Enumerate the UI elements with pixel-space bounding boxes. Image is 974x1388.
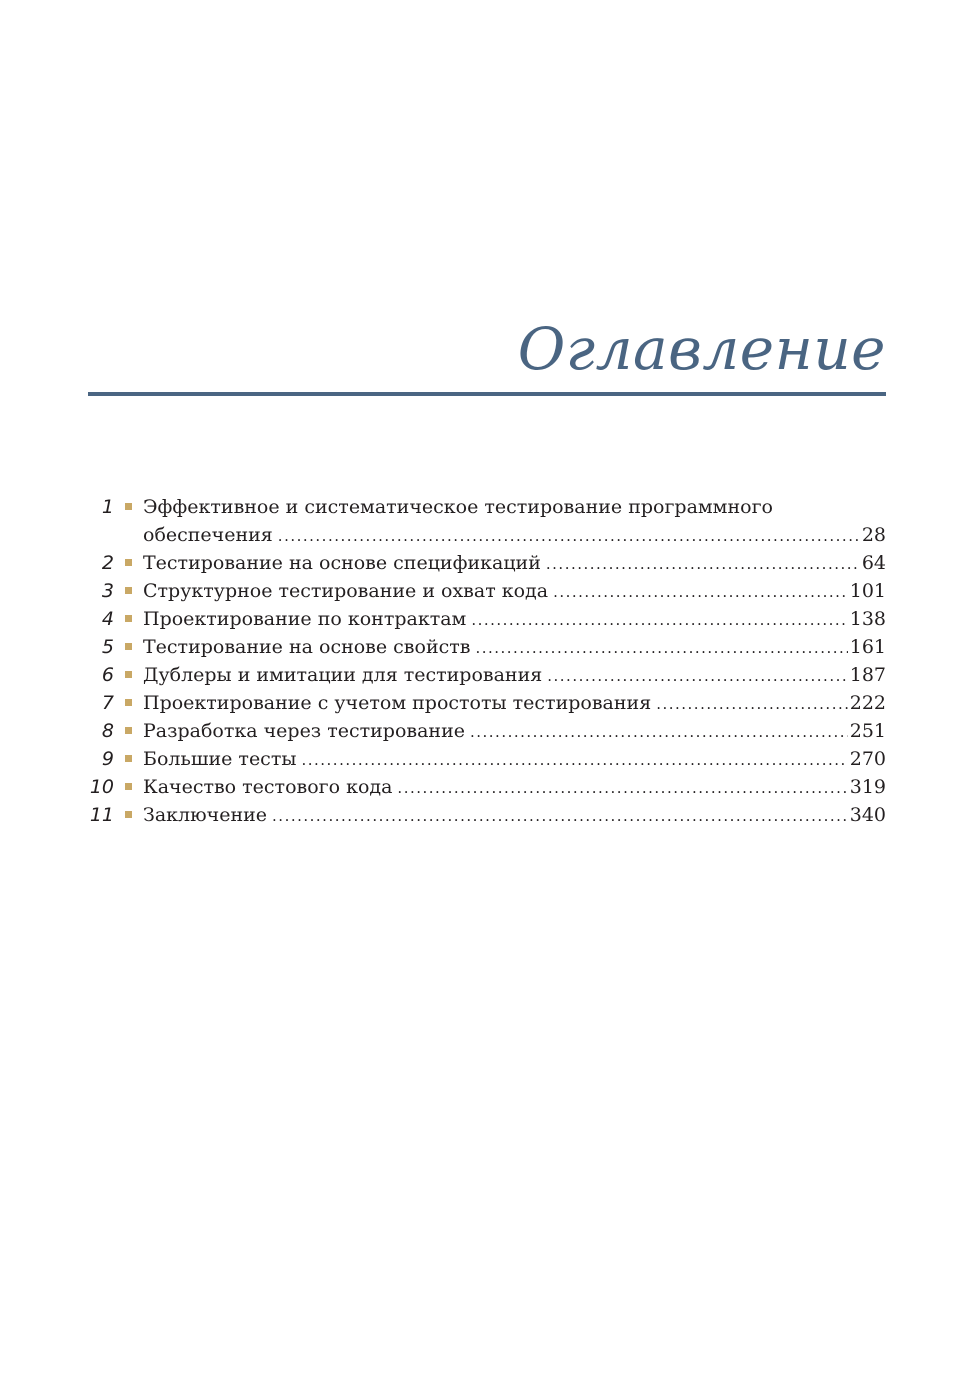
toc-entry[interactable] bbox=[88, 717, 886, 745]
chapter-number: 3 bbox=[101, 580, 114, 602]
page-number: 319 bbox=[849, 776, 886, 798]
dot-leader bbox=[272, 802, 848, 830]
bullet-icon bbox=[125, 587, 132, 594]
chapter-title: обеспечения bbox=[143, 524, 273, 546]
chapter-title: Проектирование по контрактам bbox=[143, 608, 467, 630]
chapter-number: 8 bbox=[101, 720, 114, 742]
bullet-icon bbox=[125, 699, 132, 706]
toc-entry[interactable] bbox=[88, 605, 886, 633]
bullet-icon bbox=[125, 643, 132, 650]
chapter-number: 2 bbox=[101, 552, 114, 574]
chapter-title: Структурное тестирование и охват кода bbox=[143, 580, 549, 602]
chapter-title: Заключение bbox=[143, 804, 268, 826]
toc-entry[interactable] bbox=[88, 493, 886, 549]
toc-entry[interactable] bbox=[88, 661, 886, 689]
chapter-title: Разработка через тестирование bbox=[143, 720, 465, 742]
page-number: 222 bbox=[849, 692, 886, 714]
table-of-contents bbox=[88, 493, 886, 829]
toc-entry[interactable] bbox=[88, 801, 886, 829]
chapter-number: 5 bbox=[101, 636, 114, 658]
page-title: Оглавление bbox=[517, 315, 886, 383]
chapter-number: 10 bbox=[89, 776, 114, 798]
chapter-number: 9 bbox=[101, 748, 114, 770]
bullet-icon bbox=[125, 727, 132, 734]
dot-leader bbox=[546, 550, 860, 578]
toc-entry[interactable] bbox=[88, 633, 886, 661]
page-number: 64 bbox=[861, 552, 886, 574]
chapter-number: 1 bbox=[101, 496, 114, 518]
toc-entry[interactable] bbox=[88, 549, 886, 577]
dot-leader bbox=[470, 718, 848, 746]
toc-entry[interactable] bbox=[88, 745, 886, 773]
page-number: 138 bbox=[849, 608, 886, 630]
bullet-icon bbox=[125, 755, 132, 762]
toc-entry[interactable] bbox=[88, 689, 886, 717]
toc-entry[interactable] bbox=[88, 577, 886, 605]
dot-leader bbox=[475, 634, 847, 662]
page-number: 101 bbox=[849, 580, 886, 602]
page-number: 251 bbox=[849, 720, 886, 742]
dot-leader bbox=[397, 774, 847, 802]
dot-leader bbox=[471, 606, 847, 634]
chapter-title: Проектирование с учетом простоты тестирования bbox=[143, 692, 652, 714]
title-divider bbox=[88, 392, 886, 396]
chapter-title: Тестирование на основе спецификаций bbox=[143, 552, 541, 574]
chapter-number: 6 bbox=[101, 664, 114, 686]
chapter-title: Эффективное и систематическое тестирование программного bbox=[143, 496, 773, 518]
chapter-title: Качество тестового кода bbox=[143, 776, 393, 798]
toc-entry[interactable] bbox=[88, 773, 886, 801]
page-number: 28 bbox=[861, 524, 886, 546]
page-number: 270 bbox=[849, 748, 886, 770]
bullet-icon bbox=[125, 559, 132, 566]
page-number: 187 bbox=[849, 664, 886, 686]
chapter-title: Большие тесты bbox=[143, 748, 297, 770]
chapter-title: Тестирование на основе свойств bbox=[143, 636, 471, 658]
chapter-number: 4 bbox=[101, 608, 114, 630]
dot-leader bbox=[278, 522, 860, 550]
page-number: 340 bbox=[849, 804, 886, 826]
dot-leader bbox=[553, 578, 848, 606]
chapter-number: 11 bbox=[89, 804, 114, 826]
chapter-title: Дублеры и имитации для тестирования bbox=[143, 664, 543, 686]
dot-leader bbox=[656, 690, 848, 718]
bullet-icon bbox=[125, 811, 132, 818]
dot-leader bbox=[547, 662, 847, 690]
page-number: 161 bbox=[849, 636, 886, 658]
chapter-number: 7 bbox=[101, 692, 114, 714]
bullet-icon bbox=[125, 615, 132, 622]
bullet-icon bbox=[125, 671, 132, 678]
dot-leader bbox=[301, 746, 847, 774]
bullet-icon bbox=[125, 503, 132, 510]
bullet-icon bbox=[125, 783, 132, 790]
